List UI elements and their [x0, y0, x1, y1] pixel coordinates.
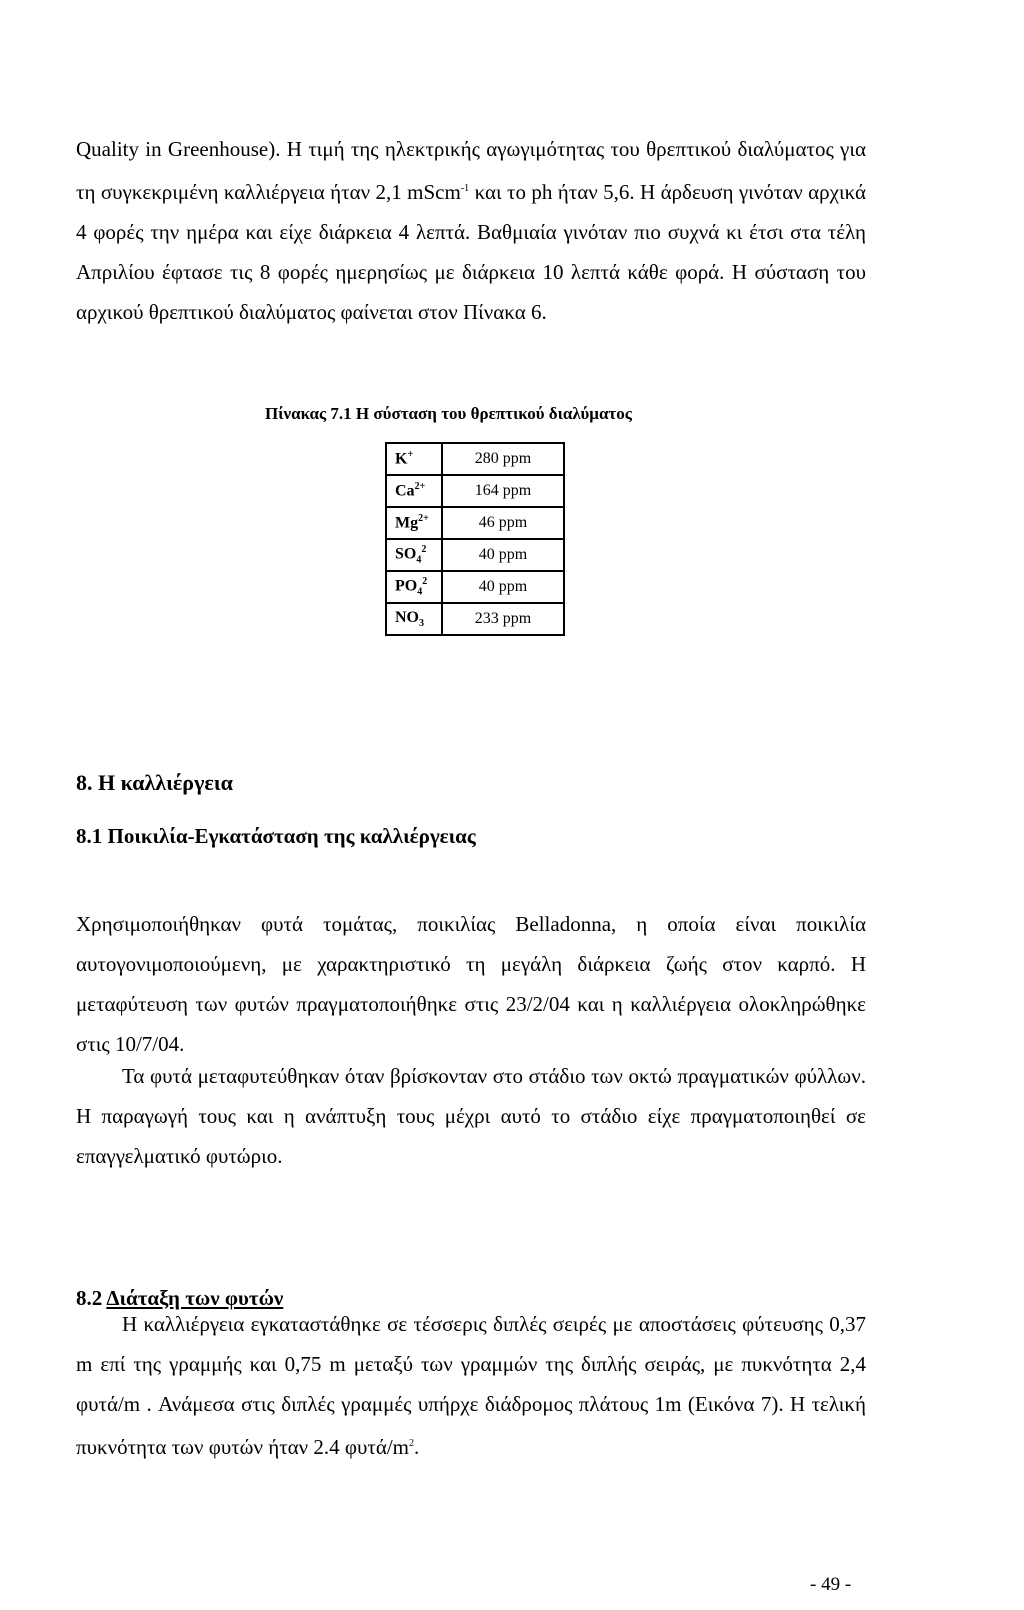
ion-subscript: 3 — [419, 618, 424, 630]
section-8-title: 8. Η καλλιέργεια — [76, 770, 233, 795]
section-8-2-number: 8.2 — [76, 1286, 107, 1310]
page-number: - 49 - — [810, 1574, 852, 1595]
section-8-2-paragraph — [76, 1304, 866, 1467]
concentration-cell: 40 ppm — [442, 539, 564, 571]
table-row — [386, 603, 564, 635]
ion-charge: 2 — [421, 544, 427, 556]
table-row — [386, 443, 564, 475]
ion-subscript: 4 — [416, 554, 422, 566]
ion-subscript: 4 — [417, 586, 423, 598]
section-8-2-end: . — [414, 1435, 420, 1459]
section-8-2-sup: 2 — [409, 1438, 415, 1449]
ion-charge: + — [407, 449, 414, 461]
section-8-2-text: Η καλλιέργεια εγκαταστάθηκε σε τέσσερις διπλές σειρές με αποστάσεις φύτευσης 0,37 m επί της γραμμής και 0,75 m μεταξύ των γραμμών της διπλής σειράς, με πυκνότητα 2,4 φυτά/m . Ανάμεσα στις διπλές γραμμές υπήρχε διάδρομος πλάτους 1m (Εικόνα 7). Η τελική πυκνότητα των φυτών ήταν 2.4 φυτά/m — [76, 1312, 866, 1459]
ion-symbol: SO — [395, 545, 417, 563]
table-row — [386, 507, 564, 539]
table-row — [386, 475, 564, 507]
ion-symbol: PO — [395, 577, 418, 595]
section-8-2-title-text: Διάταξη των φυτών — [106, 1286, 284, 1310]
ion-charge: 2 — [422, 576, 428, 588]
ion-symbol: K — [395, 450, 408, 468]
intro-sup: -1 — [460, 183, 470, 194]
section-8-1-title: 8.1 Ποικιλία-Εγκατάσταση της καλλιέργειας — [76, 824, 476, 848]
ion-cell — [386, 539, 442, 571]
intro-text-a: Quality in Greenhouse). Η τιμή της ηλεκτρικής αγωγιμότητας του θρεπτικού διαλύματος για τη συγκεκριμένη καλλιέργεια ήταν 2,1 mScm — [76, 137, 866, 204]
intro-text-b: και το ph ήταν 5,6. Η άρδευση γινόταν αρχικά 4 φορές την ημέρα και είχε διάρκεια 4 λεπτά. Βαθμιαία γινόταν πιο συχνά κι έτσι στα τέλη Απριλίου έφτασε τις 8 φορές ημερησίως με διάρκεια 10 λεπτά κάθε φορά. Η σύσταση του αρχικού θρεπτικού διαλύματος φαίνεται στον Πίνακα 6. — [76, 180, 866, 324]
ion-symbol: NO — [395, 608, 419, 626]
table-row — [386, 571, 564, 603]
ion-charge: 2+ — [418, 513, 429, 525]
ion-cell — [386, 571, 442, 603]
concentration-cell: 164 ppm — [442, 475, 564, 507]
ion-cell — [386, 603, 442, 635]
intro-paragraph — [76, 129, 866, 332]
ion-charge: 2+ — [414, 481, 426, 493]
ion-cell — [386, 507, 442, 539]
table-row — [386, 539, 564, 571]
section-8-1-paragraph-2: Τα φυτά μεταφυτεύθηκαν όταν βρίσκονταν στο στάδιο των οκτώ πραγματικών φύλλων. Η παραγωγή τους και η ανάπτυξη τους μέχρι αυτό το στάδιο είχε πραγματοποιηθεί σε επαγγελματικό φυτώριο. — [76, 1064, 866, 1168]
concentration-cell: 40 ppm — [442, 571, 564, 603]
ion-cell — [386, 443, 442, 475]
concentration-cell: 46 ppm — [442, 507, 564, 539]
table-caption: Πίνακας 7.1 Η σύσταση του θρεπτικού διαλύματος — [265, 404, 632, 423]
ion-symbol: Mg — [395, 514, 419, 532]
section-8-1-paragraph-1: Χρησιμοποιήθηκαν φυτά τομάτας, ποικιλίας Belladonna, η οποία είναι ποικιλία αυτογονιμοποιούμενη, με χαρακτηριστικό τη μεγάλη διάρκεια ζωής στον καρπό. Η μεταφύτευση των φυτών πραγματοποιήθηκε στις 23/2/04 και η καλλιέργεια ολοκληρώθηκε στις 10/7/04. — [76, 912, 866, 1056]
concentration-cell: 233 ppm — [442, 603, 564, 635]
concentration-cell: 280 ppm — [442, 443, 564, 475]
composition-table — [385, 442, 565, 636]
ion-symbol: Ca — [395, 482, 415, 500]
ion-cell — [386, 475, 442, 507]
